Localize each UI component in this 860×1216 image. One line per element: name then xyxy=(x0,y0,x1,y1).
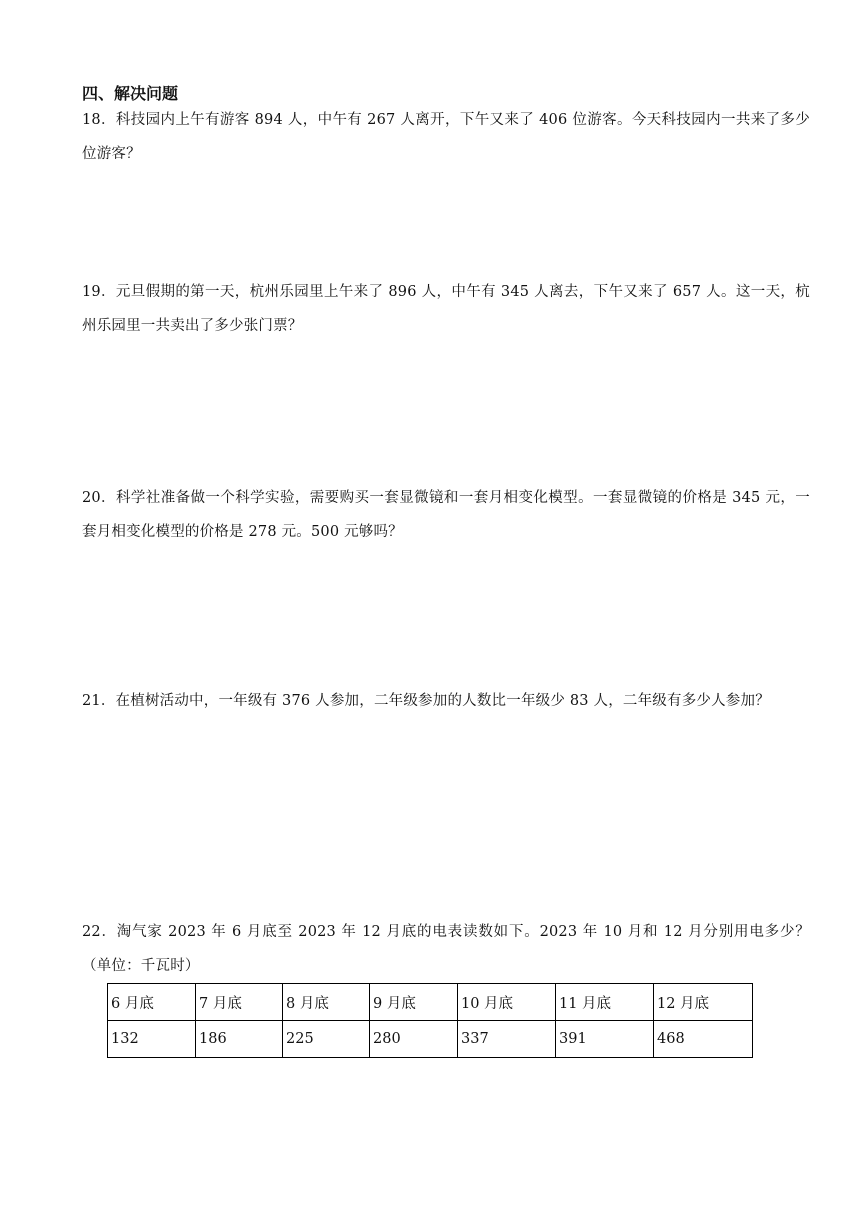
table-header-cell: 11 月底 xyxy=(556,984,654,1021)
table-header-cell: 9 月底 xyxy=(370,984,458,1021)
table-cell: 132 xyxy=(108,1021,196,1058)
table-cell: 337 xyxy=(458,1021,556,1058)
meter-reading-table xyxy=(107,983,753,1058)
table-header-row xyxy=(108,984,753,1021)
table-cell: 391 xyxy=(556,1021,654,1058)
table-cell: 280 xyxy=(370,1021,458,1058)
question-21: 21．在植树活动中，一年级有 376 人参加，二年级参加的人数比一年级少 83 人，二年级有多少人参加？ xyxy=(82,693,770,709)
table-header-cell: 6 月底 xyxy=(108,984,196,1021)
question-18: 18．科技园内上午有游客 894 人，中午有 267 人离开，下午又来了 406 位游客。今天科技园内一共来了多少位游客？ xyxy=(82,112,810,162)
table-cell: 186 xyxy=(196,1021,283,1058)
table-header-cell: 8 月底 xyxy=(283,984,370,1021)
question-20: 20．科学社准备做一个科学实验，需要购买一套显微镜和一套月相变化模型。一套显微镜的价格是 345 元，一套月相变化模型的价格是 278 元。500 元够吗？ xyxy=(82,490,810,540)
table-cell: 225 xyxy=(283,1021,370,1058)
question-22: 22．淘气家 2023 年 6 月底至 2023 年 12 月底的电表读数如下。2023 年 10 月和 12 月分别用电多少？（单位：千瓦时） xyxy=(82,924,810,974)
section-title: 四、解决问题 xyxy=(82,84,179,103)
table-header-cell: 10 月底 xyxy=(458,984,556,1021)
table-header-cell: 12 月底 xyxy=(654,984,753,1021)
table-header-cell: 7 月底 xyxy=(196,984,283,1021)
table-cell: 468 xyxy=(654,1021,753,1058)
table-row xyxy=(108,1021,753,1058)
question-19: 19．元旦假期的第一天，杭州乐园里上午来了 896 人，中午有 345 人离去，下午又来了 657 人。这一天，杭州乐园里一共卖出了多少张门票？ xyxy=(82,284,810,334)
